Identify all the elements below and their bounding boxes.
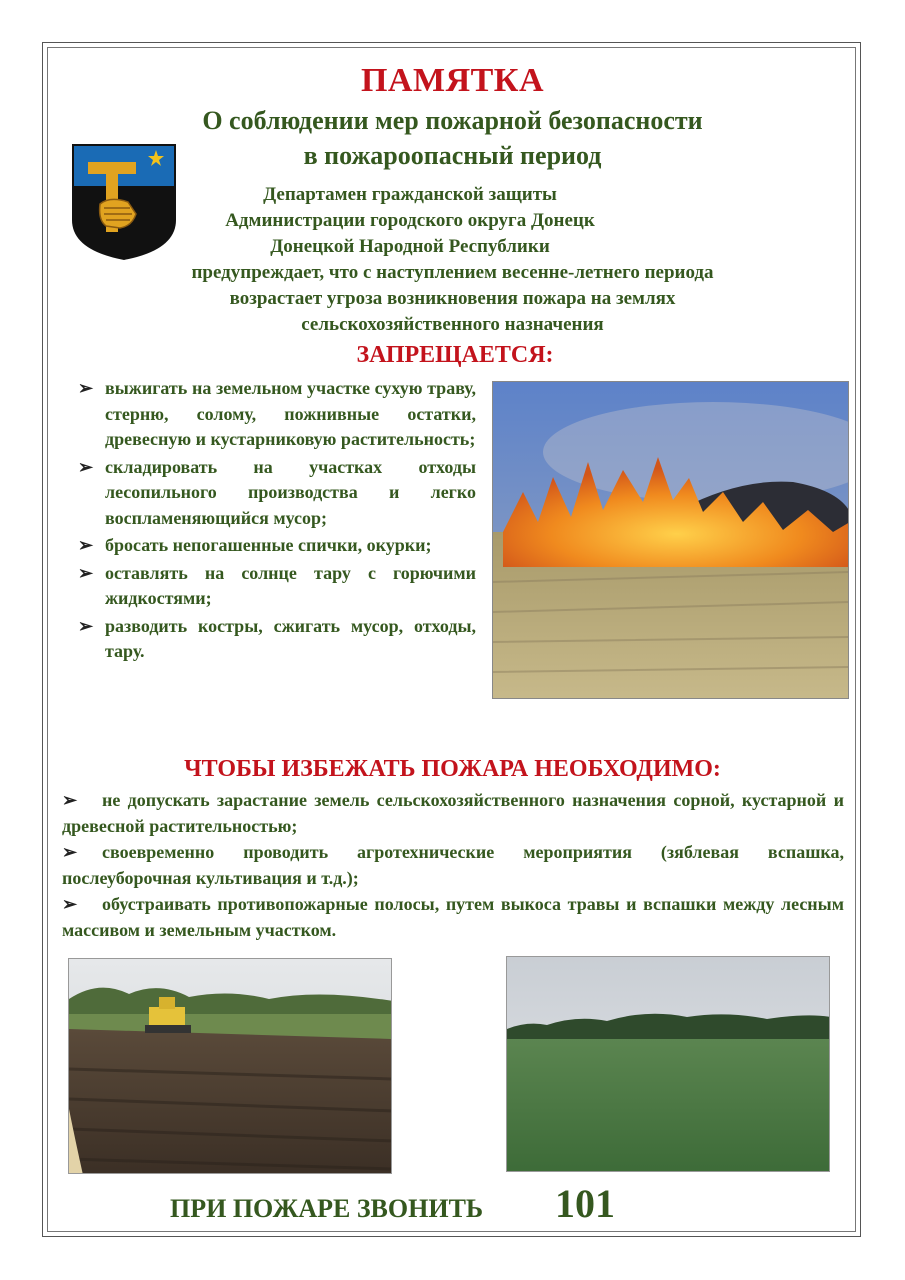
intro-line-6: сельскохозяйственного назначения <box>301 314 604 335</box>
required-item-text: не допускать зарастание земель сельскохозяйственного назначения сорной, кустарной и древесной растительностью; <box>62 790 844 836</box>
intro-line-3: Донецкой Народной Республики <box>270 236 550 257</box>
forbidden-list-item <box>78 376 476 453</box>
forbidden-item-text: складировать на участках отходы лесопильного производства и легко воспламеняющийся мусор; <box>105 456 476 528</box>
required-list-item <box>62 892 844 943</box>
forbidden-list-item <box>78 455 476 532</box>
bullet-arrow-icon: ➢ <box>78 378 94 398</box>
subtitle-line-1: О соблюдении мер пожарной безопасности <box>202 106 703 135</box>
intro-line-2: Администрации городского округа Донецк <box>225 210 595 231</box>
emergency-phone-number: 101 <box>555 1181 615 1226</box>
forbidden-heading: ЗАПРЕЩАЕТСЯ: <box>356 342 554 368</box>
plowed-field-bulldozer-photo <box>68 958 392 1174</box>
forbidden-list-item <box>78 614 476 665</box>
forbidden-item-text: оставлять на солнце тару с горючими жидкостями; <box>105 562 476 608</box>
emergency-call-footer <box>170 1180 770 1230</box>
bullet-arrow-icon: ➢ <box>78 456 94 477</box>
bullet-arrow-icon: ➢ <box>78 615 94 636</box>
intro-line-4: предупреждает, что с наступлением весенне-летнего периода <box>191 262 714 283</box>
required-list-item <box>62 840 844 891</box>
donetsk-coat-of-arms-emblem <box>70 142 178 262</box>
forbidden-item-text: разводить костры, сжигать мусор, отходы, тару. <box>105 615 476 661</box>
bullet-arrow-icon: ➢ <box>62 842 78 862</box>
bullet-arrow-icon: ➢ <box>62 790 78 810</box>
required-item-text: своевременно проводить агротехнические мероприятия (зяблевая вспашка, послеуборочная культивация и т.д.); <box>62 842 844 888</box>
required-heading: ЧТОБЫ ИЗБЕЖАТЬ ПОЖАРА НЕОБХОДИМО: <box>184 756 721 782</box>
required-list-item <box>62 788 844 839</box>
forbidden-item-text: выжигать на земельном участке сухую траву, стерню, солому, пожнивные остатки, древесную и кустарниковую растительность; <box>105 378 476 449</box>
emergency-call-label: ПРИ ПОЖАРЕ ЗВОНИТЬ <box>170 1194 484 1223</box>
subtitle-line-2: в пожароопасный период <box>303 141 602 170</box>
burning-grass-photo <box>492 381 849 699</box>
bullet-arrow-icon: ➢ <box>78 535 94 555</box>
intro-line-1: Департамен гражданской защиты <box>263 184 557 205</box>
intro-line-5: возрастает угроза возникновения пожара на землях <box>229 288 676 309</box>
required-item-text: обустраивать противопожарные полосы, путем выкоса травы и вспашки между лесным массивом и земельным участком. <box>62 894 844 940</box>
forbidden-list-item <box>78 533 476 559</box>
forbidden-list-item <box>78 561 476 612</box>
page-title: ПАМЯТКА <box>360 62 545 99</box>
bullet-arrow-icon: ➢ <box>62 894 78 914</box>
required-list <box>62 788 844 944</box>
forbidden-item-text: бросать непогашенные спички, окурки; <box>105 535 432 555</box>
bullet-arrow-icon: ➢ <box>78 562 94 583</box>
green-field-photo <box>506 956 830 1172</box>
forbidden-list <box>78 376 476 667</box>
